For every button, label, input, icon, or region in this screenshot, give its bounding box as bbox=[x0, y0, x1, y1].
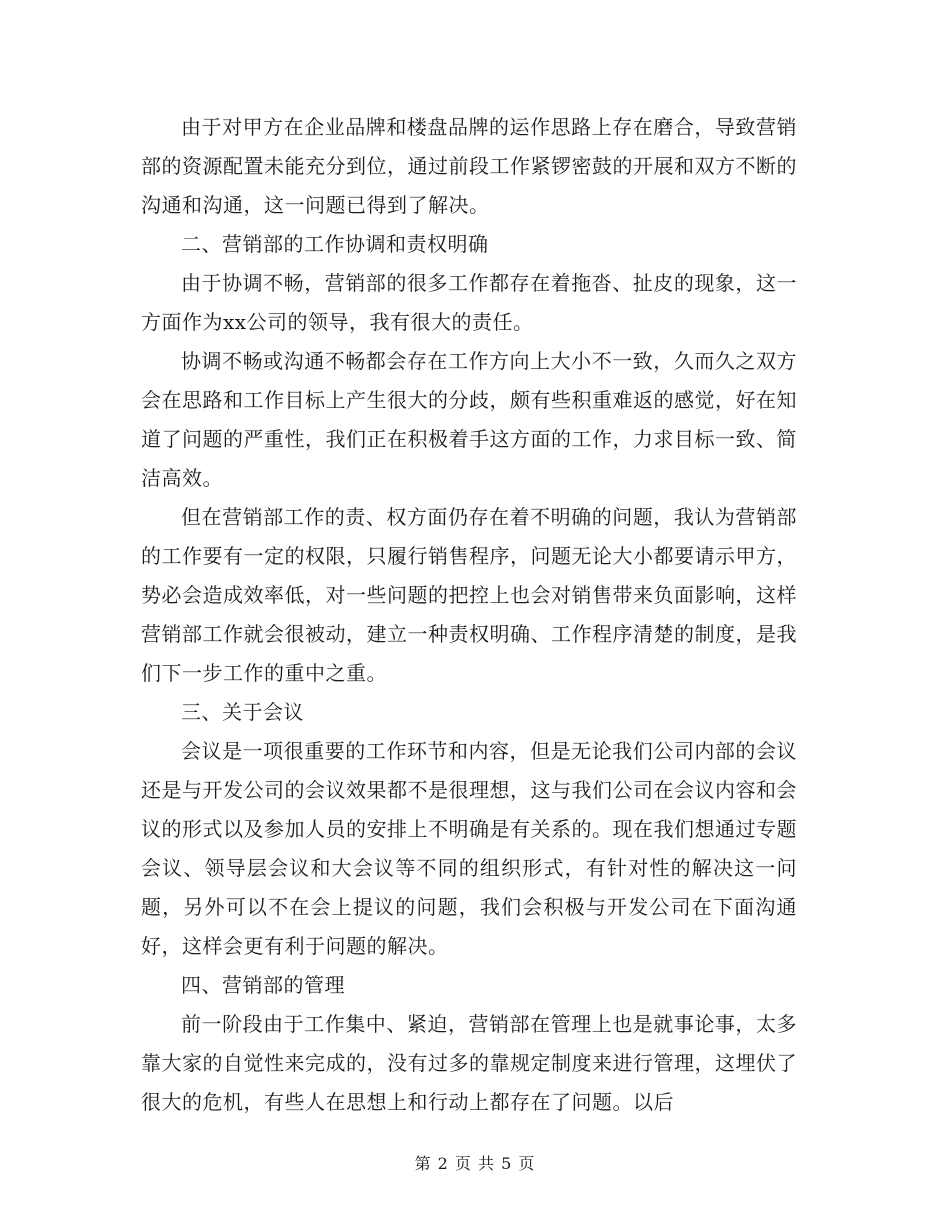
paragraph-3: 协调不畅或沟通不畅都会存在工作方向上大小不一致，久而久之双方会在思路和工作目标上产生很大的分歧，颇有些积重难返的感觉，好在知道了问题的严重性，我们正在积极着手这方面的工作，力求目标一致、简洁高效。 bbox=[141, 349, 797, 490]
paragraph-5: 会议是一项很重要的工作环节和内容，但是无论我们公司内部的会议还是与开发公司的会议效果都不是很理想，这与我们公司在会议内容和会议的形式以及参加人员的安排上不明确是有关系的。现在我们想通过专题会议、领导层会议和大会议等不同的组织形式，有针对性的解决这一问题，另外可以不在会上提议的问题，我们会积极与开发公司在下面沟通好，这样会更有利于问题的解决。 bbox=[141, 739, 797, 958]
paragraph-6: 前一阶段由于工作集中、紧迫，营销部在管理上也是就事论事，太多靠大家的自觉性来完成的，没有过多的靠规定制度来进行管理，这埋伏了很大的危机，有些人在思想上和行动上都存在了问题。以后 bbox=[141, 1012, 797, 1114]
page-number-footer: 第 2 页 共 5 页 bbox=[414, 1154, 536, 1173]
paragraph-1: 由于对甲方在企业品牌和楼盘品牌的运作思路上存在磨合，导致营销部的资源配置未能充分到位，通过前段工作紧锣密鼓的开展和双方不断的沟通和沟通，这一问题已得到了解决。 bbox=[141, 115, 797, 217]
document-body bbox=[141, 108, 797, 1122]
section-heading-2: 二、营销部的工作协调和责权明确 bbox=[181, 232, 489, 256]
paragraph-2: 由于协调不畅，营销部的很多工作都存在着拖沓、扯皮的现象，这一方面作为xx公司的领导，我有很大的责任。 bbox=[141, 271, 797, 334]
paragraph-4: 但在营销部工作的责、权方面仍存在着不明确的问题，我认为营销部的工作要有一定的权限，只履行销售程序，问题无论大小都要请示甲方，势必会造成效率低，对一些问题的把控上也会对销售带来负面影响，这样营销部工作就会很被动，建立一种责权明确、工作程序清楚的制度，是我们下一步工作的重中之重。 bbox=[141, 505, 797, 685]
section-heading-3: 三、关于会议 bbox=[181, 700, 304, 724]
section-heading-4: 四、营销部的管理 bbox=[181, 973, 345, 997]
